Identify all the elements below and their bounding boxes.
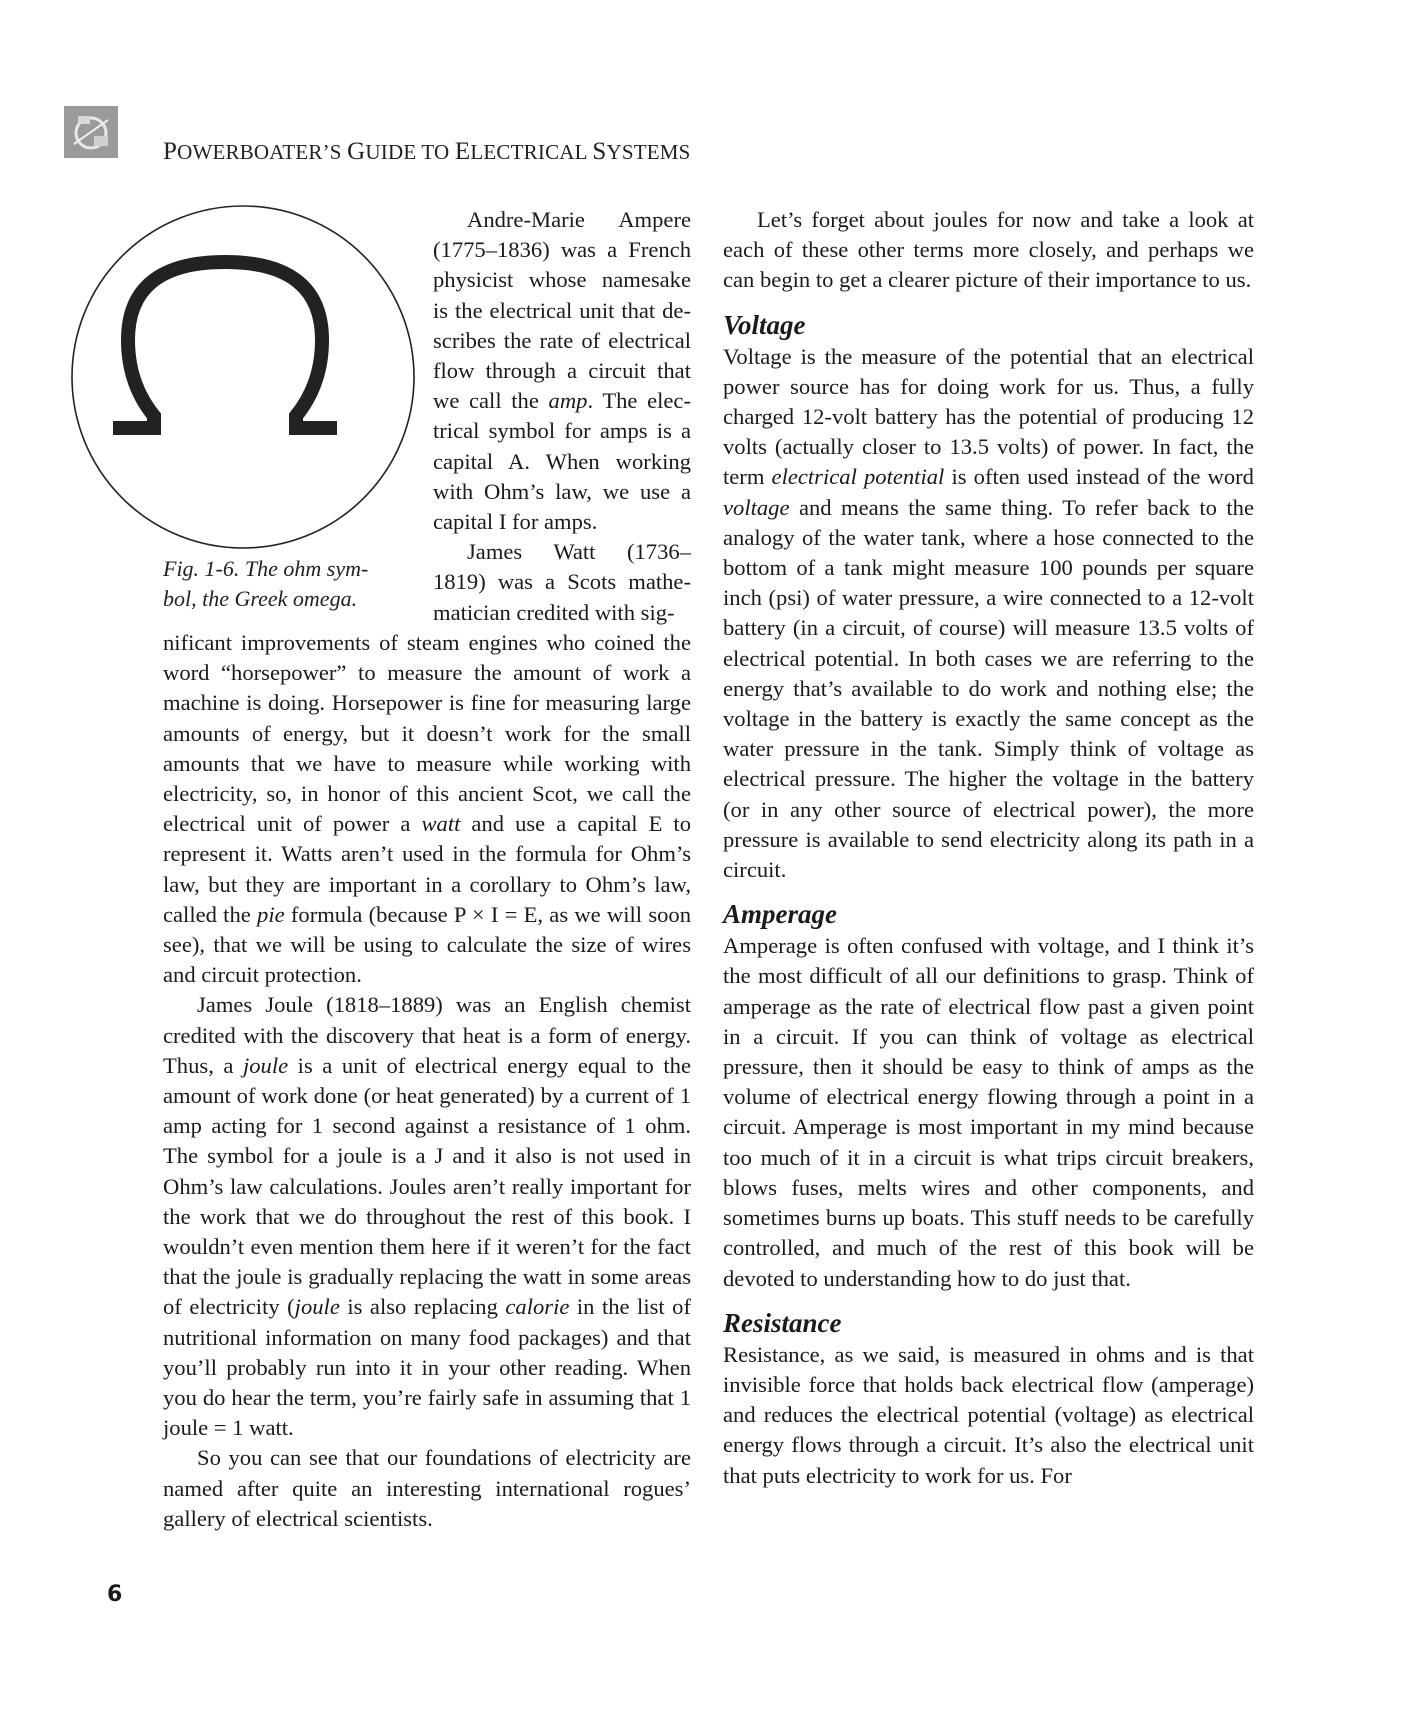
engine-emblem-icon — [64, 106, 118, 158]
right-column — [723, 205, 1254, 1491]
voltage-heading: Voltage — [723, 309, 806, 340]
ampere-paragraph: Andre-Marie Ampere (1775–1836) was a French physicist whose namesake is the electrical unit that describes the rate of electrical flow through a circuit that we call the amp. The electrical symbol for amps is a capital A. When working with Ohm’s law, we use a capital I for amps. — [433, 207, 691, 535]
watt-paragraph-continued: nificant improvements of steam engines who coined the word “horsepower” to measure the amount of work a machine is doing. Horsepower is fine for measuring large amounts of energy, but it doesn’t work for the small amounts that we have to measure while working with electricity, so, in honor of this ancient Scot, we call the electrical unit of power a watt and use a capital E to represent it. Watts aren’t used in the formula for Ohm’s law, but they are important in a corollary to Ohm’s law, called the pie formula (because P × I = E, as we will soon see), that we will be using to calculate the size of wires and circuit protection. — [163, 630, 692, 988]
closing-paragraph: So you can see that our foundations of electricity are named after quite an interesting international rogues’ gallery of electrical scientists. — [163, 1445, 691, 1531]
caption-line-2: bol, the Greek omega. — [163, 586, 358, 611]
chapter-logo-icon — [64, 106, 118, 158]
ohm-omega-icon — [70, 204, 416, 550]
amperage-heading: Amperage — [723, 899, 837, 930]
amperage-paragraph: Amperage is often confused with voltage, and I think it’s the most difficult of all our definitions to grasp. Think of amperage as the rate of electrical flow past a given point in a circuit. If you can think of voltage as electrical pressure, then it should be easy to think of amps as the volume of electrical energy flowing through a point in a circuit. Amperage is most important in my mind because too much of it in a circuit is what trips circuit breakers, blows fuses, melts wires and other components, and sometimes burns up boats. This stuff needs to be carefully controlled, and much of the rest of this book will be devoted to understanding how to do just that. — [723, 933, 1254, 1291]
watt-paragraph-start: James Watt (1736–1819) was a Scots mathematician credited with sig- — [433, 539, 691, 625]
joule-paragraph: James Joule (1818–1889) was an English chemist credited with the discovery that heat is a form of energy. Thus, a joule is a unit of electrical energy equal to the amount of work done (or heat generated) by a current of 1 amp acting for 1 second against a resistance of 1 ohm. The symbol for a joule is a J and it also is not used in Ohm’s law calculations. Joules aren’t really important for the work that we do throughout the rest of this book. I wouldn’t even mention them here if it weren’t for the fact that the joule is gradually replacing the watt in some areas of electricity (joule is also replacing calorie in the list of nutritional information on many food packages) and that you’ll probably run into it in your other reading. When you do hear the term, you’re fairly safe in assuming that 1 joule = 1 watt. — [163, 992, 691, 1441]
ohm-symbol-figure — [70, 204, 416, 550]
caption-line-1: Fig. 1-6. The ohm sym- — [163, 556, 369, 581]
left-column-wide — [163, 628, 691, 1534]
figure-caption — [163, 554, 403, 614]
intro-paragraph: Let’s forget about joules for now and take a look at each of these other terms more closely, and perhaps we can begin to get a clearer picture of their importance to us. — [723, 207, 1254, 293]
page-number: 6 — [107, 1582, 123, 1607]
running-head: POWERBOATER’S GUIDE TO ELECTRICAL SYSTEMS — [163, 138, 691, 165]
resistance-heading: Resistance — [723, 1307, 842, 1338]
left-column-narrow — [433, 205, 691, 628]
voltage-paragraph: Voltage is the measure of the potential that an electrical power source has for doing work for us. Thus, a fully charged 12-volt battery has the potential of producing 12 volts (actually closer to 13.5 volts) of power. In fact, the term electrical potential is often used instead of the word voltage and means the same thing. To refer back to the analogy of the water tank, where a hose connected to the bottom of a tank might measure 100 pounds per square inch (psi) of water pressure, a wire connected to a 12-volt battery (in a circuit, of course) will measure 13.5 volts of electrical potential. In both cases we are referring to the energy that’s available to do work and nothing else; the voltage in the battery is exactly the same concept as the water pressure in the tank. Simply think of voltage as electrical pressure. The higher the voltage in the battery (or in any other source of electrical power), the more pressure is available to send electricity along its path in a circuit. — [723, 343, 1254, 883]
resistance-paragraph: Resistance, as we said, is measured in ohms and is that invisible force that holds back electrical flow (amperage) and reduces the electrical potential (voltage) as electrical energy flows through a circuit. It’s also the electrical unit that puts electricity to work for us. For — [723, 1341, 1254, 1488]
